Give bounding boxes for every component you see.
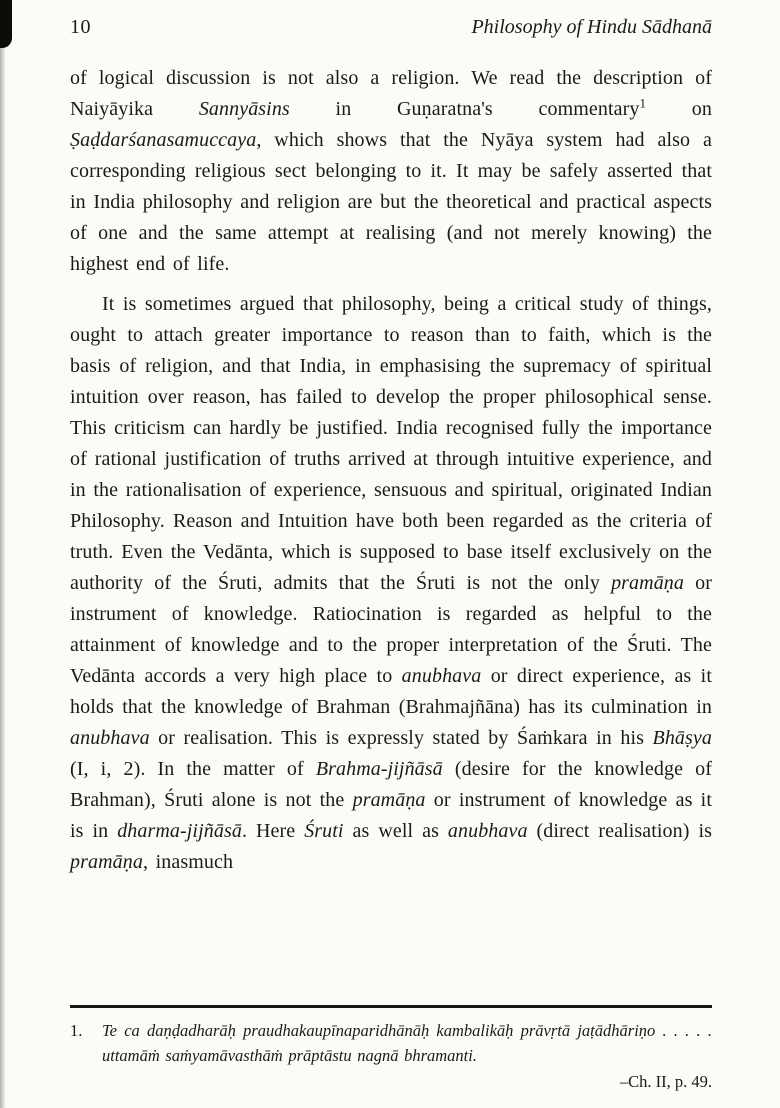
text-segment: Brahma-jijñāsā: [315, 758, 443, 780]
text-segment: Ṣaḍdarśanasamuccaya: [70, 129, 257, 151]
text-segment: or instrument of knowledge. Ratiocination is regarded as helpful to the attainment of knowledge and to the proper interpretation of the Śruti. The Vedānta accords a very high place to: [70, 572, 712, 687]
text-segment: Śruti: [304, 820, 344, 842]
text-segment: pramāṇa: [70, 851, 143, 873]
text-segment: . Here: [241, 820, 305, 842]
text-segment: anubhava: [70, 727, 150, 749]
body-text: [0, 39, 780, 878]
text-segment: dharma-jijñāsā: [117, 820, 242, 842]
text-segment: Te ca daṇḍadharāḥ praudhakaupīnaparidhānāḥ kambalikāḥ prāvṛtā jaṭādhāriṇo . . . . . uttamāṁ saṁyamāvasthāṁ prāptāstu nagnā bhramanti.: [102, 1021, 712, 1065]
footnote: [70, 1018, 712, 1094]
text-segment: or instrument of knowledge as it is in: [70, 789, 712, 842]
footnote-body: [102, 1018, 712, 1094]
text-segment: anubhava: [447, 820, 528, 842]
footnote-ref: 1: [639, 95, 647, 111]
scan-artifact: [0, 0, 12, 48]
footnote-marker: 1.: [70, 1021, 83, 1040]
text-segment: pramāṇa: [352, 789, 426, 811]
page-number: 10: [70, 16, 91, 38]
text-segment: (desire for the knowledge of Brahman), Śruti alone is not the: [70, 758, 712, 811]
paragraph: [70, 289, 712, 878]
footnote-text: [102, 1018, 712, 1068]
paragraph: [70, 63, 712, 280]
text-segment: (direct realisation) is: [527, 820, 713, 842]
text-segment: anubhava: [401, 665, 482, 687]
page-header: [0, 0, 780, 39]
running-title: Philosophy of Hindu Sādhanā: [471, 16, 712, 38]
text-segment: , which shows that the Nyāya system had also a corresponding religious sect belonging to it. It may be safely asserted that in India philosophy and religion are but the theoretical and practical aspects of one and the same attempt at realising (and not merely knowing) the highest end of life.: [70, 129, 712, 275]
footnote-attribution: –Ch. II, p. 49.: [619, 1072, 712, 1091]
text-segment: as well as: [343, 820, 448, 842]
text-segment: It is sometimes argued that philosophy, being a critical study of things, ought to attach greater importance to reason than to faith, which is the basis of religion, and that India, in emphasising the supremacy of spiritual intuition over reason, has failed to develop the proper philosophical sense. This criticism can hardly be justified. India recognised fully the importance of rational justification of truths arrived at through intuitive experience, and in the rationalisation of experience, sensuous and spiritual, originated Indian Philosophy. Reason and Intuition have both been regarded as the criteria of truth. Even the Vedānta, which is supposed to base itself exclusively on the authority of the Śruti, admits that the Śruti is not the only: [70, 293, 712, 594]
footnote-rule: [70, 1005, 712, 1008]
text-segment: or realisation. This is expressly stated by Śaṁkara in his: [149, 727, 653, 749]
text-segment: pramāṇa: [611, 572, 685, 594]
text-segment: (I, i, 2). In the matter of: [70, 758, 316, 780]
text-segment: in Guṇaratna's commentary: [289, 98, 640, 120]
text-segment: or direct experience, as it holds that the knowledge of Brahman (Brahmajñāna) has its culmination in: [70, 665, 712, 718]
text-segment: Sannyāsins: [198, 98, 290, 120]
text-segment: Bhāṣya: [652, 727, 712, 749]
text-segment: , inasmuch: [142, 851, 234, 873]
text-segment: on: [646, 98, 712, 120]
footnote-area: [70, 1005, 712, 1094]
text-segment: of logical discussion is not also a religion. We read the description of Naiyāyika: [70, 67, 712, 120]
